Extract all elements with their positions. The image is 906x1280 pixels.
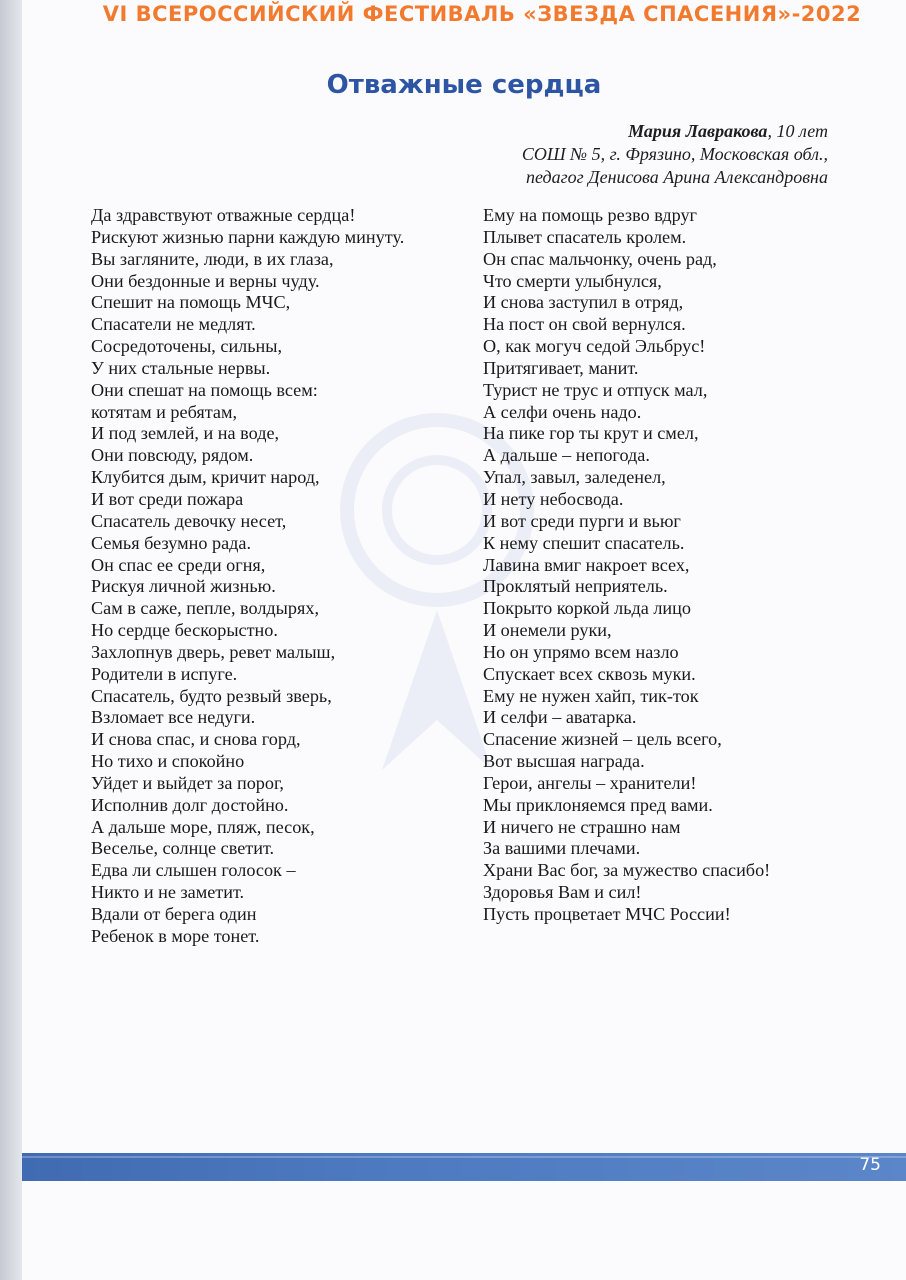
poem-line: Он спас ее среди огня,: [91, 554, 266, 575]
page-spine-shadow: [0, 0, 22, 1280]
poem-line: А селфи очень надо.: [483, 401, 642, 422]
poem-line: И снова заступил в отряд,: [483, 292, 684, 313]
poem-line: Взломает все недуги.: [91, 707, 256, 728]
poem-line: На пике гор ты крут и смел,: [483, 423, 699, 444]
poem-line: Спешит на помощь МЧС,: [91, 292, 291, 313]
poem-line: За вашими плечами.: [483, 838, 641, 859]
poem-line: Спасатель, будто резвый зверь,: [91, 685, 332, 706]
poem-line: Родители в испуге.: [91, 663, 238, 684]
poem-line: И селфи – аватарка.: [483, 707, 637, 728]
page-number: 75: [859, 1155, 881, 1175]
running-header: VI ВСЕРОССИЙСКИЙ ФЕСТИВАЛЬ «ЗВЕЗДА СПАСЕНИЯ»-2022: [102, 2, 862, 26]
poem-line: И нету небосвода.: [483, 488, 624, 509]
footer-bar-highlight: [22, 1156, 906, 1158]
poem-line: Ему на помощь резво вдруг: [483, 205, 698, 225]
poem-line: К нему спешит спасатель.: [483, 532, 685, 553]
poem-line: котятам и ребятам,: [91, 401, 238, 422]
poem-line: Сам в саже, пепле, волдырях,: [91, 598, 320, 619]
poem-line: И вот среди пожара: [91, 488, 244, 509]
document-page: [22, 0, 906, 1280]
poem-line: Герои, ангелы – хранители!: [483, 772, 697, 793]
poem-line: Спасение жизней – цель всего,: [483, 729, 722, 750]
poem-line: И онемели руки,: [483, 620, 612, 641]
poem-line: Спускает всех сквозь муки.: [483, 663, 696, 684]
poem-line: И под землей, и на воде,: [91, 423, 280, 444]
poem-line: Веселье, солнце светит.: [91, 838, 275, 859]
poem-line: Спасатели не медлят.: [91, 314, 256, 335]
poem-line: Что смерти улыбнулся,: [483, 270, 662, 291]
poem-column-left: [91, 205, 404, 948]
poem-line: На пост он свой вернулся.: [483, 314, 686, 335]
poem-line: Уйдет и выйдет за порог,: [91, 772, 284, 793]
poem-line: У них стальные нервы.: [91, 357, 271, 378]
school-line: СОШ № 5, г. Фрязино, Московская обл.,: [521, 144, 828, 164]
poem-line: Рискуют жизнью парни каждую минуту.: [91, 226, 405, 247]
poem-line: Ребенок в море тонет.: [91, 925, 260, 946]
poem-line: Мы приклоняемся пред вами.: [483, 794, 713, 815]
author-name: Мария Лавракова: [628, 121, 768, 141]
author-line: [328, 120, 828, 143]
poem-line: О, как могуч седой Эльбрус!: [483, 336, 706, 357]
poem-line: И снова спас, и снова горд,: [91, 729, 301, 750]
poem-line: Но он упрямо всем назло: [483, 641, 679, 662]
poem-line: Захлопнув дверь, ревет малыш,: [91, 641, 336, 662]
poem-line: Он спас мальчонку, очень рад,: [483, 248, 717, 269]
footer-bar: [22, 1153, 906, 1181]
poem-line: А дальше море, пляж, песок,: [91, 816, 315, 837]
poem-line: Рискуя личной жизнью.: [91, 576, 276, 597]
poem-line: Семья безумно рада.: [91, 532, 252, 553]
byline: [328, 120, 828, 189]
poem-line: Пусть процветает МЧС России!: [483, 904, 731, 924]
poem-line: Проклятый неприятель.: [483, 576, 668, 597]
poem-line: Вы загляните, люди, в их глаза,: [91, 248, 334, 269]
poem-line: Вдали от берега один: [91, 904, 257, 924]
author-age: , 10 лет: [767, 121, 828, 141]
poem-line: Да здравствуют отважные сердца!: [91, 205, 356, 225]
poem-line: Исполнив долг достойно.: [91, 794, 289, 815]
poem-line: И вот среди пурги и вьюг: [483, 510, 681, 531]
poem-line: Они бездонные и верны чуду.: [91, 270, 320, 291]
poem-column-right: [483, 205, 770, 926]
poem-line: Покрыто коркой льда лицо: [483, 598, 691, 619]
poem-line: Плывет спасатель кролем.: [483, 226, 687, 247]
poem-line: Спасатель девочку несет,: [91, 510, 287, 531]
poem-line: Сосредоточены, сильны,: [91, 336, 283, 357]
poem-line: Здоровья Вам и сил!: [483, 882, 642, 903]
poem-title: Отважные сердца: [326, 70, 602, 100]
poem-line: А дальше – непогода.: [483, 445, 650, 466]
poem-line: Храни Вас бог, за мужество спасибо!: [483, 860, 771, 881]
poem-line: Но тихо и спокойно: [91, 751, 245, 772]
poem-line: Они повсюду, рядом.: [91, 445, 254, 466]
poem-line: Едва ли слышен голосок –: [91, 860, 296, 881]
teacher-line: педагог Денисова Арина Александровна: [525, 167, 828, 187]
poem-line: Вот высшая награда.: [483, 751, 645, 772]
poem-line: Лавина вмиг накроет всех,: [483, 554, 690, 575]
poem-line: Они спешат на помощь всем:: [91, 379, 318, 400]
poem-line: Упал, завыл, заледенел,: [483, 467, 666, 488]
poem-line: Ему не нужен хайп, тик-ток: [483, 685, 699, 706]
poem-line: Но сердце бескорыстно.: [91, 620, 278, 641]
poem-line: Никто и не заметит.: [91, 882, 245, 903]
poem-line: Притягивает, манит.: [483, 357, 639, 378]
poem-line: Турист не трус и отпуск мал,: [483, 379, 708, 400]
poem-line: Клубится дым, кричит народ,: [91, 467, 320, 488]
poem-line: И ничего не страшно нам: [483, 816, 681, 837]
